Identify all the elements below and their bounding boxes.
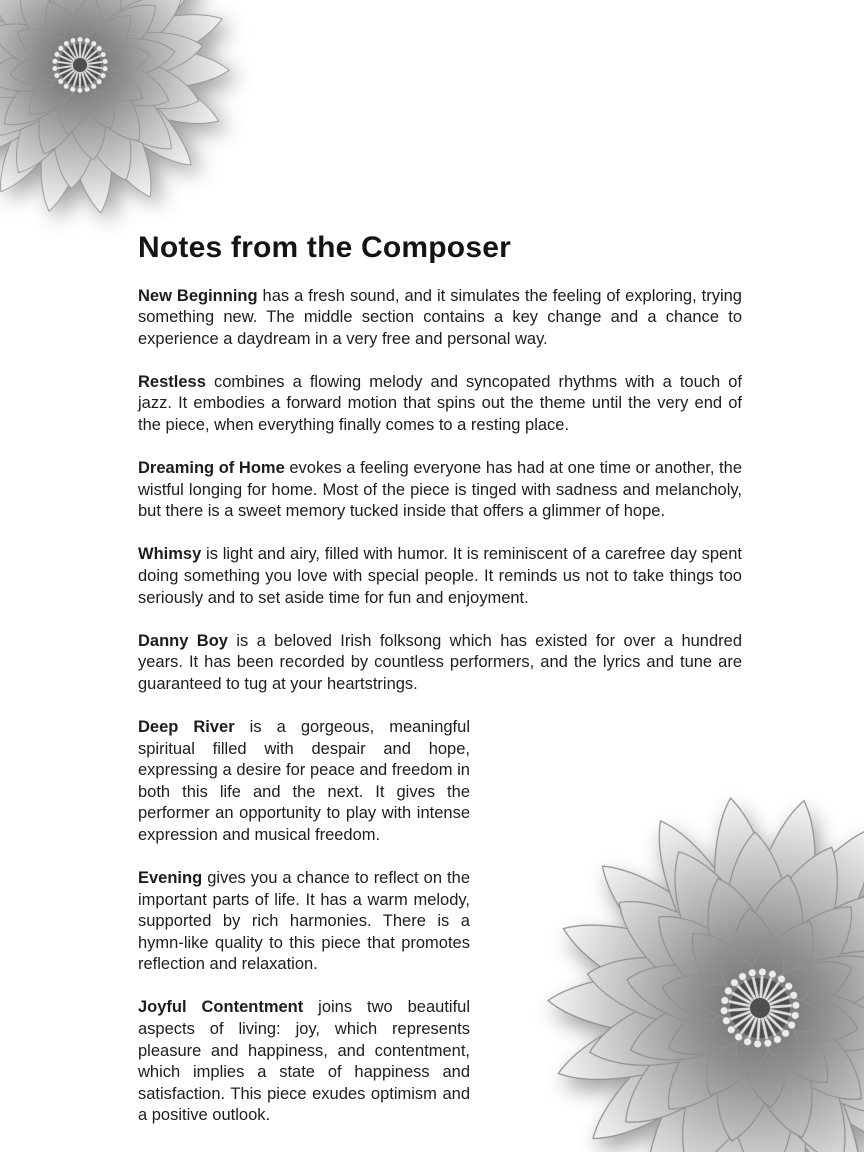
piece-title-dreaming-of-home: Dreaming of Home [138, 459, 285, 478]
piece-description-evening: gives you a chance to reflect on the important parts of life. It has a warm melody, supported by rich harmonies. There is a hymn-like quality to this piece that promotes reflection and relaxation. [138, 868, 470, 974]
piece-description-joyful-contentment: joins two beautiful aspects of living: joy, which represents pleasure and happiness, and contentment, which implies a state of happiness and satisfaction. This piece exudes optimism and a positive outlook. [138, 998, 470, 1125]
water-lily-flower-image-top-left [0, 0, 255, 240]
piece-title-joyful-contentment: Joyful Contentment [138, 998, 304, 1017]
piece-description-deep-river: is a gorgeous, meaningful spiritual filled with despair and hope, expressing a desire for peace and freedom in both this life and the next. It gives the performer an opportunity to play with intense expression and musical freedom. [138, 717, 470, 844]
piece-description-danny-boy: is a beloved Irish folksong which has existed for over a hundred years. It has been recorded by countless performers, and the lyrics and tune are guaranteed to tug at your heartstrings. [138, 631, 742, 693]
piece-title-whimsy: Whimsy [138, 545, 202, 564]
piece-title-danny-boy: Danny Boy [138, 631, 228, 650]
paragraph-danny-boy [138, 631, 742, 696]
page-title: Notes from the Composer [138, 231, 511, 264]
piece-title-restless: Restless [138, 372, 206, 391]
paragraph-whimsy [138, 544, 742, 609]
piece-title-evening: Evening [138, 868, 203, 887]
piece-description-whimsy: is light and airy, filled with humor. It is reminiscent of a carefree day spent doing something you love with special people. It reminds us not to take things too seriously and to set aside time for fun and enjoyment. [138, 545, 742, 607]
composer-notes [138, 231, 742, 1152]
paragraph-restless [138, 372, 742, 437]
paragraph-new-beginning [138, 286, 742, 351]
piece-description-restless: combines a flowing melody and syncopated rhythms with a touch of jazz. It embodies a forward motion that spins out the theme until the very end of the piece, when everything finally comes to a resting place. [138, 372, 742, 434]
paragraph-dreaming-of-home [138, 458, 742, 523]
piece-description-dreaming-of-home: evokes a feeling everyone has had at one time or another, the wistful longing for home. Most of the piece is tinged with sadness and melancholy, but there is a sweet memory tucked inside that offers a glimmer of hope. [138, 459, 742, 521]
piece-title-deep-river: Deep River [138, 717, 235, 736]
piece-title-new-beginning: New Beginning [138, 286, 258, 305]
flower-text-wrap-spacer [470, 763, 742, 1152]
piece-description-new-beginning: has a fresh sound, and it simulates the feeling of exploring, trying something new. The middle section contains a key change and a chance to experience a daydream in a very free and personal way. [138, 286, 742, 348]
